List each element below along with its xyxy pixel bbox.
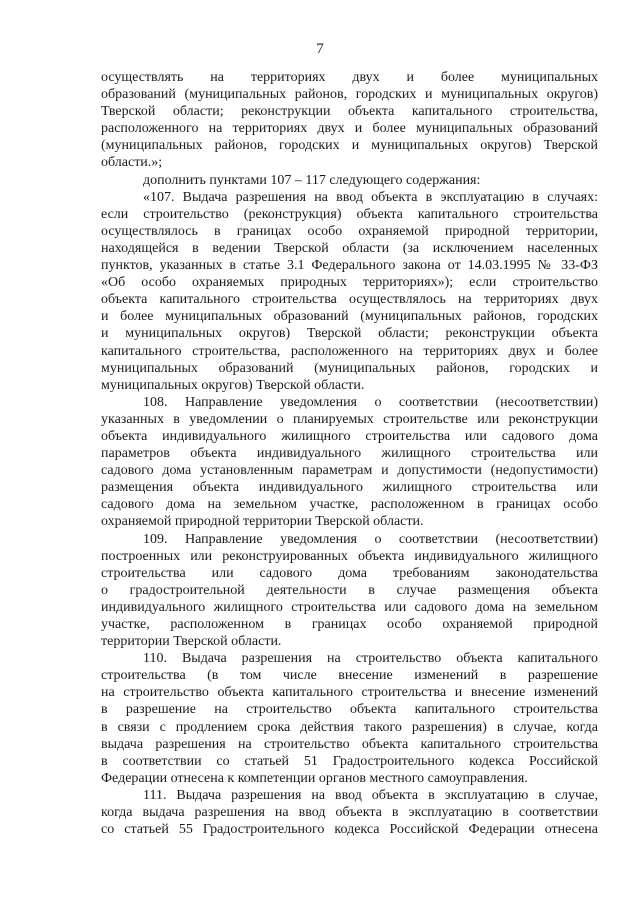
text-line: расположенного на территориях двух и более муниципальных образований — [101, 121, 598, 137]
text-line: на строительство объекта капитального строительства и внесение изменений — [101, 685, 598, 701]
text-line: Федерации отнесена к компетенции органов местного самоуправления. — [101, 770, 528, 786]
text-line: 108. Направление уведомления о соответствии (несоответствии) — [143, 394, 598, 410]
text-line: «107. Выдача разрешения на ввод объекта в эксплуатацию в случаях: — [143, 189, 598, 205]
text-line: 109. Направление уведомления о соответствии (несоответствии) — [143, 531, 598, 547]
text-line: Тверской области; реконструкции объекта капитального строительства, — [101, 104, 598, 120]
text-line: индивидуального жилищного строительства или садового дома на земельном — [101, 599, 598, 615]
text-line: со статьей 55 Градостроительного кодекса Российской Федерации отнесена — [101, 822, 598, 838]
text-line: находящейся в ведении Тверской области (за исключением населенных — [101, 240, 598, 256]
text-line: объекта индивидуального жилищного строительства или садового дома — [101, 428, 598, 444]
text-line: дополнить пунктами 107 – 117 следующего содержания: — [143, 172, 481, 188]
text-line: муниципальных образований (муниципальных районов, городских и — [101, 360, 598, 376]
text-line: муниципальных округов) Тверской области. — [101, 377, 365, 393]
text-line: размещения объекта индивидуального жилищного строительства или — [101, 480, 598, 496]
text-line: если строительство (реконструкция) объекта капитального строительства — [101, 206, 598, 222]
text-line: образований (муниципальных районов, городских и муниципальных округов) — [101, 87, 598, 103]
text-line: пунктов, указанных в статье 3.1 Федерального закона от 14.03.1995 № 33-ФЗ — [101, 258, 598, 274]
text-line: строительства или садового дома требованиям законодательства — [101, 565, 598, 581]
text-line: в разрешение на строительство объекта капитального строительства — [101, 702, 598, 718]
page-number: 7 — [316, 41, 324, 57]
text-line: в соответствии со статьей 51 Градостроительного кодекса Российской — [101, 753, 598, 769]
text-line: (муниципальных районов, городских и муниципальных округов) Тверской — [101, 138, 598, 154]
text-line: выдача разрешения на строительство объекта капитального строительства — [101, 736, 598, 752]
text-line: когда выдача разрешения на ввод объекта в эксплуатацию в соответствии — [101, 805, 598, 821]
text-line: капитального строительства, расположенного на территориях двух и более — [101, 343, 598, 359]
text-line: и муниципальных округов) Тверской области; реконструкции объекта — [101, 326, 598, 342]
text-line: указанных в уведомлении о планируемых строительстве или реконструкции — [101, 411, 598, 427]
text-line: построенных или реконструированных объекта индивидуального жилищного — [101, 548, 598, 564]
text-line: осуществлялось в границах особо охраняемой природной территории, — [101, 223, 598, 239]
text-line: о градостроительной деятельности в случае размещения объекта — [101, 582, 598, 598]
text-line: 110. Выдача разрешения на строительство объекта капитального — [143, 651, 598, 667]
text-line: строительства (в том числе внесение изменений в разрешение — [101, 668, 598, 684]
text-line: «Об особо охраняемых природных территориях»); если строительство — [101, 275, 598, 291]
document-body — [101, 69, 598, 838]
text-line: охраняемой природной территории Тверской области. — [101, 514, 424, 530]
text-line: параметров объекта индивидуального жилищного строительства или — [101, 446, 598, 462]
text-line: участке, расположенном в границах особо охраняемой природной — [101, 617, 598, 632]
text-line: садового дома установленным параметрам и допустимости (недопустимости) — [101, 463, 598, 479]
text-line: садового дома на земельном участке, расположенном в границах особо — [101, 497, 598, 513]
text-line: территории Тверской области. — [101, 634, 282, 650]
text-line: и более муниципальных образований (муниципальных районов, городских — [101, 309, 598, 325]
text-line: 111. Выдача разрешения на ввод объекта в эксплуатацию в случае, — [143, 787, 598, 803]
text-line: объекта капитального строительства осуществлялось на территориях двух — [101, 292, 598, 308]
text-line: области.»; — [101, 155, 163, 171]
text-line: в связи с продлением срока действия такого разрешения) в случае, когда — [101, 719, 598, 735]
text-line: осуществлять на территориях двух и более муниципальных — [101, 70, 598, 85]
